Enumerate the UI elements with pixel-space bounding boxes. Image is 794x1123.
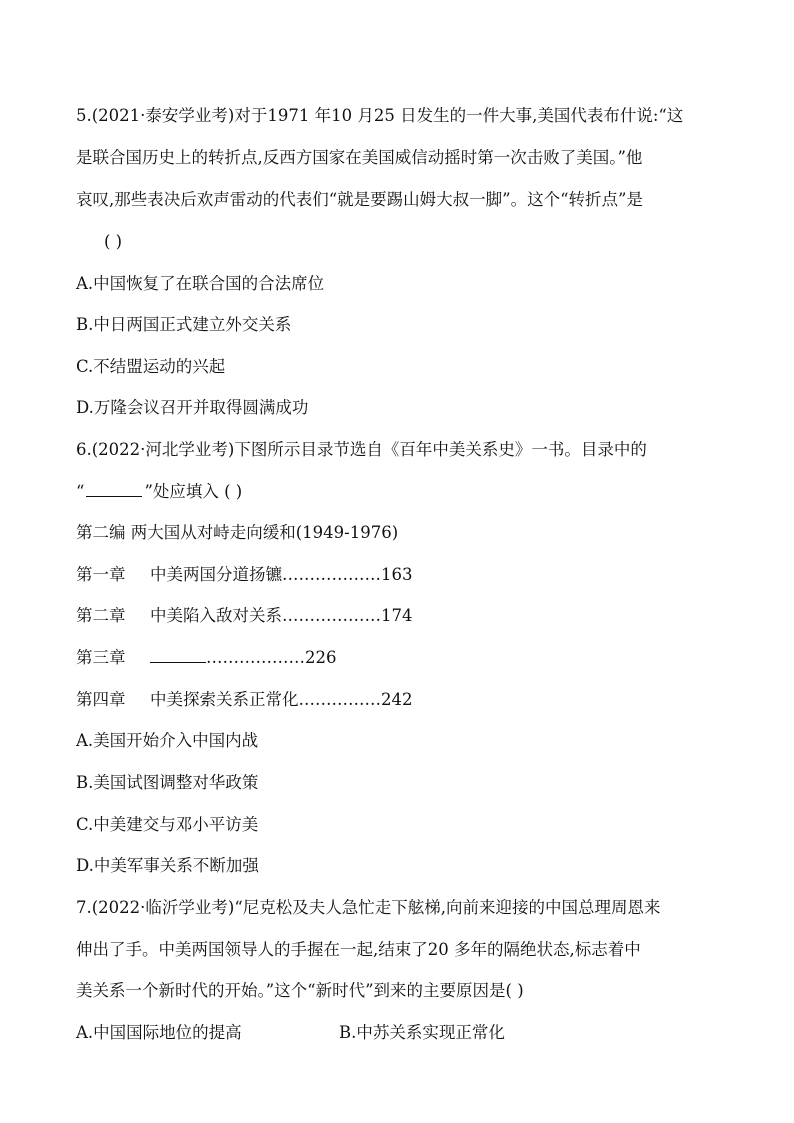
- q6-stem-line-2: [76, 482, 242, 502]
- q5-answer-paren: ( ): [104, 232, 123, 251]
- q5-option-b: B.中日两国正式建立外交关系: [76, 315, 292, 334]
- q6-toc-row: [76, 690, 413, 710]
- toc-page: 174: [381, 606, 413, 625]
- q5-stem-line-3: 哀叹,那些表决后欢声雷动的代表们“就是要踢山姆大叔一脚”。这个“转折点”是: [76, 190, 643, 209]
- q6-option-a: A.美国开始介入中国内战: [76, 731, 259, 750]
- toc-page: 242: [381, 690, 413, 709]
- q5-option-a: A.中国恢复了在联合国的合法席位: [76, 274, 325, 293]
- toc-title: 中美陷入敌对关系: [150, 606, 282, 625]
- toc-page: 226: [305, 648, 337, 667]
- q7-option-b: B.中苏关系实现正常化: [339, 1023, 505, 1042]
- q5-option-c: C.不结盟运动的兴起: [76, 357, 226, 376]
- q6-toc-section: 第二编 两大国从对峙走向缓和(1949-1976): [76, 523, 399, 542]
- toc-chapter: 第一章: [76, 565, 126, 584]
- q6-toc-row: [76, 606, 413, 626]
- toc-title: 中美探索关系正常化: [150, 690, 299, 709]
- q6-stem-line-2-suffix: ”处应填入 ( ): [144, 482, 243, 501]
- q7-option-a: A.中国国际地位的提高: [76, 1023, 242, 1042]
- q6-option-b: B.美国试图调整对华政策: [76, 773, 259, 792]
- toc-chapter: 第四章: [76, 690, 126, 709]
- toc-dots: ………………: [282, 606, 381, 625]
- q6-open-quote: “: [76, 482, 85, 501]
- q6-stem-line-1: 6.(2022·河北学业考)下图所示目录节选自《百年中美关系史》一书。目录中的: [76, 440, 647, 459]
- q7-stem-line-3: 美关系一个新时代的开始。”这个“新时代”到来的主要原因是( ): [76, 981, 524, 1000]
- q5-stem-line-2: 是联合国历史上的转折点,反西方国家在美国威信动摇时第一次击败了美国。”他: [76, 148, 643, 167]
- q7-stem-line-1: 7.(2022·临沂学业考)“尼克松及夫人急忙走下舷梯,向前来迎接的中国总理周恩来: [76, 898, 661, 917]
- toc-dots: ……………: [298, 690, 381, 709]
- q6-option-d: D.中美军事关系不断加强: [76, 856, 259, 875]
- q5-option-d: D.万隆会议召开并取得圆满成功: [76, 398, 309, 417]
- toc-dots: ………………: [282, 565, 381, 584]
- q6-toc-row: [76, 648, 337, 668]
- q7-stem-line-2: 伸出了手。中美两国领导人的手握在一起,结束了20 多年的隔绝状态,标志着中: [76, 940, 641, 959]
- toc-page: 163: [381, 565, 413, 584]
- q6-toc-row: [76, 565, 413, 585]
- toc-chapter: 第二章: [76, 606, 126, 625]
- q6-option-c: C.中美建交与邓小平访美: [76, 815, 259, 834]
- toc-dots: ………………: [206, 648, 305, 667]
- toc-chapter: 第三章: [76, 648, 126, 667]
- q5-stem-line-1: 5.(2021·泰安学业考)对于1971 年10 月25 日发生的一件大事,美国代表布什说:“这: [76, 106, 684, 125]
- toc-title-blank: [150, 648, 206, 663]
- toc-title: 中美两国分道扬镳: [150, 565, 282, 584]
- q6-blank: [86, 482, 142, 497]
